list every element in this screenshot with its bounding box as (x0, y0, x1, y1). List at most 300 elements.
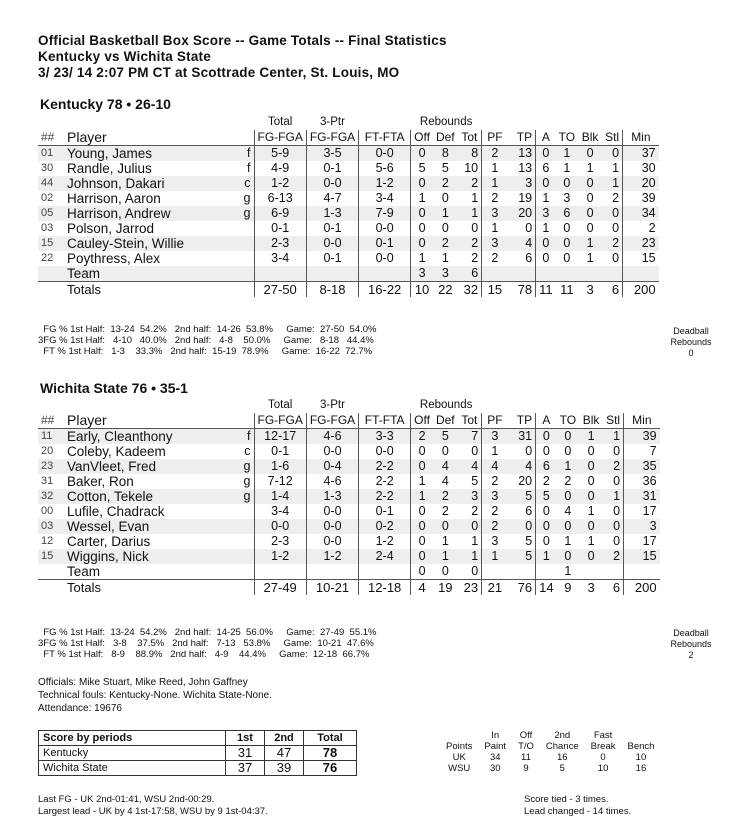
stat-min: 31 (624, 489, 660, 504)
stat-stl: 2 (603, 459, 624, 474)
extra-header-top: Off (519, 730, 533, 741)
stat-min: 39 (641, 191, 656, 205)
stat-blk: 0 (578, 206, 602, 221)
total-min: 200 (624, 580, 660, 596)
blank (578, 115, 602, 130)
stat-stl: 1 (603, 429, 624, 445)
stat-pts (508, 266, 536, 282)
stat-def: 0 (441, 191, 449, 205)
stat-pf (482, 564, 508, 580)
stat-a: 1 (542, 221, 550, 235)
total-stl: 6 (602, 282, 623, 298)
stat-tot: 3 (458, 489, 482, 504)
stat-tp: 0-0 (306, 504, 358, 519)
stat-min: 2 (648, 221, 656, 235)
stat-pts: 0 (508, 444, 536, 459)
stat-min (624, 564, 660, 580)
stat-pf: 3 (482, 489, 508, 504)
stat-blk: 1 (587, 504, 595, 518)
stat-pts: 0 (508, 221, 536, 236)
stat-tot: 0 (458, 519, 482, 534)
stat-def: 0 (441, 221, 449, 235)
stat-tot: 1 (458, 534, 482, 549)
attendance-line: Attendance: 19676 (38, 703, 122, 714)
stat-blk: 0 (579, 519, 603, 534)
player-name: Harrison, Andrew (64, 206, 210, 221)
player-row (38, 221, 659, 236)
stat-pf: 3 (482, 236, 508, 251)
stat-off: 0 (411, 236, 433, 251)
stat-blk: 0 (579, 459, 603, 474)
stat-tot: 4 (458, 459, 482, 474)
total-tot: 23 (458, 580, 482, 596)
stat-fg: 6-9 (254, 206, 306, 221)
player-name: Randle, Julius (67, 161, 152, 176)
stat-pf (482, 266, 508, 282)
stat-tp: 0-1 (306, 251, 358, 266)
stat-a: 2 (542, 474, 550, 488)
extra-value: 10 (597, 763, 609, 774)
stat-to: 1 (563, 161, 571, 175)
stat-stl: 2 (602, 236, 623, 251)
blank (508, 398, 536, 413)
stat-off: 2 (411, 429, 433, 445)
stat-pts: 20 (508, 474, 536, 489)
total-a: 11 (536, 282, 556, 298)
stat-tp: 0-4 (306, 459, 358, 474)
player-name: Wiggins, Nick (64, 549, 210, 564)
extra-header: T/O (518, 741, 534, 752)
player-row (38, 444, 660, 459)
stat-fg: 1-6 (254, 459, 306, 474)
stat-min: 17 (642, 534, 657, 548)
player-position: g (243, 191, 251, 205)
stat-tot: 1 (458, 206, 482, 221)
extra-value: 9 (523, 763, 529, 774)
stat-pf: 3 (482, 206, 508, 221)
player-name: Poythress, Alex (67, 251, 161, 266)
stat-a: 6 (542, 161, 550, 175)
stat-ft: 2-4 (359, 549, 411, 564)
player-position: g (210, 459, 254, 474)
stat-a: 0 (542, 251, 550, 265)
stat-pts: 6 (508, 504, 536, 519)
extra-header-top: Fast (593, 730, 613, 741)
player-position (210, 549, 254, 564)
stat-pf: 2 (491, 504, 499, 518)
box-score-table (38, 115, 659, 297)
largest-lead-line: Largest lead - UK by 4 1st-17:58, WSU by 9 1st-04:37. (38, 806, 268, 817)
stat-off: 0 (418, 444, 426, 458)
stat-min: 30 (641, 161, 656, 175)
blank (210, 115, 254, 130)
extra-header: Break (590, 741, 616, 752)
total-tp: 8-18 (306, 282, 358, 298)
extra-header-top (440, 730, 478, 741)
stat-pts: 0 (508, 519, 536, 534)
stat-stl: 2 (602, 191, 623, 206)
total-fg: 27-49 (254, 580, 306, 596)
blank (359, 115, 411, 130)
jersey-number: 20 (41, 445, 54, 457)
stat-stl: 0 (602, 146, 623, 162)
stat-tot: 5 (458, 474, 482, 489)
stat-fg: 1-2 (254, 549, 306, 564)
player-position: f (210, 429, 254, 445)
stat-tot: 2 (458, 251, 482, 266)
player-row (38, 266, 659, 282)
stat-ft: 0-0 (359, 221, 411, 236)
stat-tot: 1 (458, 191, 482, 206)
extra-header: Chance (545, 741, 579, 752)
stat-to: 2 (564, 474, 572, 488)
stat-min: 39 (624, 429, 660, 445)
stat-off: 1 (411, 489, 433, 504)
jersey-number (38, 564, 64, 580)
stat-ft (359, 266, 411, 282)
player-name: Young, James (64, 146, 210, 162)
jersey-number: 31 (41, 475, 54, 487)
stat-tot: 10 (458, 161, 482, 176)
jersey-number: 15 (38, 236, 64, 251)
stat-fg: 6-13 (254, 191, 306, 206)
total-header: Total (268, 116, 293, 128)
stat-pts (508, 564, 536, 580)
stl-header: Stl (603, 413, 624, 429)
tp-header: FG-FGA (306, 413, 358, 429)
period-row (39, 746, 357, 761)
stat-fg (254, 266, 306, 282)
stat-def: 0 (433, 519, 458, 534)
player-row (38, 429, 660, 445)
stat-tp: 0-0 (306, 236, 358, 251)
extra-value: 16 (635, 763, 647, 774)
period-score: 78 (304, 746, 357, 761)
stat-ft: 0-1 (359, 504, 411, 519)
player-row (38, 564, 660, 580)
stat-off: 0 (418, 534, 426, 548)
min-header: Min (624, 413, 660, 429)
jersey-number: 00 (41, 505, 54, 517)
stat-fg: 0-1 (254, 444, 306, 459)
matchup-title: Kentucky vs Wichita State (38, 49, 211, 64)
extra-value: 0 (600, 752, 606, 763)
to-header: TO (557, 413, 579, 429)
blank (359, 398, 411, 413)
extra-header-top: In (491, 730, 500, 741)
deadball-rebounds: Rebounds (670, 337, 712, 347)
points-breakdown-table (440, 730, 660, 774)
stat-ft: 0-0 (359, 146, 411, 162)
jersey-number (38, 266, 64, 282)
team-title: Wichita State 76 • 35-1 (40, 380, 188, 396)
player-position: f (210, 146, 254, 162)
stat-tp: 0-1 (306, 221, 358, 236)
jersey-number: 22 (41, 252, 54, 264)
stat-ft: 3-3 (359, 429, 411, 445)
jersey-number: 01 (38, 146, 64, 162)
stat-tp (306, 266, 358, 282)
player-name: VanVleet, Fred (64, 459, 210, 474)
player-position: g (210, 489, 254, 504)
stat-blk: 0 (587, 474, 595, 488)
jersey-number: 11 (38, 429, 64, 445)
period-header: 2nd (265, 731, 304, 746)
player-position: c (244, 444, 251, 458)
stat-stl: 1 (603, 489, 624, 504)
blank (624, 398, 660, 413)
player-row (38, 549, 660, 564)
period-score: 39 (265, 761, 304, 776)
score-tied-line: Score tied - 3 times. (524, 794, 609, 805)
stat-a (536, 266, 556, 282)
player-position: c (210, 176, 254, 191)
extra-value: 34 (489, 752, 501, 763)
stat-pf: 4 (482, 459, 508, 474)
stat-off: 0 (411, 459, 433, 474)
stat-pts: 4 (508, 459, 536, 474)
stat-a: 0 (536, 146, 556, 162)
extra-value: 11 (521, 752, 531, 763)
stat-pts: 6 (508, 251, 536, 266)
player-name: Baker, Ron (67, 474, 134, 489)
rebounds-header: Rebounds (419, 116, 473, 128)
stat-min: 17 (642, 504, 657, 518)
stat-pf: 2 (491, 251, 499, 265)
period-header: Total (304, 731, 357, 746)
deadball-rebounds: 0 (688, 348, 694, 358)
shooting-pct-line: 3FG % 1st Half: 3-8 37.5% 2nd half: 7-13 53.8% Game: 10-21 47.6% (38, 638, 374, 649)
total-to: 9 (557, 580, 579, 596)
stat-stl: 0 (602, 221, 623, 236)
total-def: 19 (433, 580, 458, 596)
deadball-rebounds: Deadball (673, 326, 709, 336)
pts-header: TP (508, 413, 536, 429)
report-title: Official Basketball Box Score -- Game Totals -- Final Statistics (38, 33, 447, 48)
stat-tp: 3-5 (306, 146, 358, 162)
game-date-location: 3/ 23/ 14 2:07 PM CT at Scottrade Center, St. Louis, MO (38, 65, 400, 80)
extra-value: 16 (556, 752, 568, 763)
stat-ft: 2-2 (359, 489, 411, 504)
stat-blk (578, 266, 602, 282)
stat-def: 3 (433, 266, 458, 282)
stat-tot: 2 (458, 176, 482, 191)
period-row (39, 761, 357, 776)
blank (210, 398, 254, 413)
stat-min: 34 (623, 206, 659, 221)
extra-row (440, 752, 660, 763)
ft-header: FT-FTA (359, 413, 411, 429)
period-score: 47 (265, 746, 304, 761)
lead-changed-line: Lead changed - 14 times. (524, 806, 632, 817)
blank (603, 398, 624, 413)
stat-pf: 2 (482, 146, 508, 162)
stat-to: 0 (564, 444, 572, 458)
stat-stl: 0 (603, 444, 624, 459)
blank (38, 398, 64, 413)
stat-tp: 0-0 (306, 176, 358, 191)
extra-header: Bench (627, 741, 655, 752)
stat-tp: 1-2 (306, 549, 358, 564)
player-name: Coleby, Kadeem (67, 444, 166, 459)
stat-pf: 2 (491, 474, 499, 488)
player-position (210, 266, 254, 282)
stat-min: 7 (649, 444, 657, 458)
stat-pf: 1 (482, 176, 508, 191)
stat-blk: 1 (587, 534, 595, 548)
shooting-pct-line: 3FG % 1st Half: 4-10 40.0% 2nd half: 4-8 50.0% Game: 8-18 44.4% (38, 335, 374, 346)
stat-min (623, 266, 659, 282)
stat-to: 1 (556, 146, 578, 162)
ft-header: FT-FTA (359, 130, 411, 146)
extra-value: 10 (635, 752, 647, 763)
extra-header: Paint (484, 741, 507, 752)
stat-fg: 4-9 (254, 161, 306, 176)
stat-pts: 5 (508, 534, 536, 549)
stat-blk: 0 (579, 549, 603, 564)
stl-header: Stl (602, 130, 623, 146)
player-row (38, 534, 660, 549)
player-name: Lufile, Chadrack (67, 504, 165, 519)
stat-tp: 0-0 (306, 444, 358, 459)
stat-ft: 1-2 (359, 534, 411, 549)
stat-to: 3 (563, 191, 571, 205)
stat-to: 0 (557, 519, 579, 534)
a-header: A (536, 413, 557, 429)
technical-fouls-line: Technical fouls: Kentucky-None. Wichita State-None. (38, 690, 272, 701)
player-name: Team (67, 564, 101, 579)
stat-def: 4 (433, 459, 458, 474)
score-by-periods-table (38, 730, 357, 776)
period-header: Score by periods (39, 731, 226, 746)
player-name: Polson, Jarrod (67, 221, 155, 236)
jersey-number: 03 (41, 222, 54, 234)
stat-off: 3 (411, 266, 433, 282)
stat-tp: 4-6 (306, 429, 358, 445)
stat-a: 0 (536, 236, 556, 251)
stat-tot: 6 (458, 266, 482, 282)
blank (38, 282, 64, 298)
stat-def: 0 (441, 444, 449, 458)
player-name: Early, Cleanthony (64, 429, 210, 445)
period-score: 76 (304, 761, 357, 776)
stat-min: 36 (642, 474, 657, 488)
three-ptr-header: 3-Ptr (320, 116, 345, 128)
stat-tot: 0 (458, 221, 482, 236)
stat-fg: 1-2 (254, 176, 306, 191)
player-name: Carter, Darius (67, 534, 151, 549)
stat-to: 1 (557, 459, 579, 474)
stat-ft: 0-0 (359, 251, 411, 266)
jersey-number: 30 (41, 162, 54, 174)
stat-off: 0 (411, 519, 433, 534)
totals-row (38, 282, 659, 298)
stat-fg: 0-0 (254, 519, 306, 534)
total-off: 4 (411, 580, 433, 596)
stat-pf: 1 (491, 161, 499, 175)
stat-ft: 2-2 (359, 474, 411, 489)
player-row (38, 459, 660, 474)
stat-tot: 7 (458, 429, 482, 445)
stat-a: 0 (536, 176, 556, 191)
stat-blk: 0 (586, 221, 594, 235)
blank (64, 398, 210, 413)
player-row (38, 191, 659, 206)
total-tot: 32 (458, 282, 482, 298)
total-blk: 3 (579, 580, 603, 596)
stat-stl: 0 (603, 534, 624, 549)
stat-a (536, 564, 557, 580)
player-header: Player (64, 130, 254, 146)
stat-tot: 8 (458, 146, 482, 162)
stat-to: 0 (563, 251, 571, 265)
stat-stl: 0 (603, 474, 624, 489)
rebounds-header: Rebounds (419, 399, 473, 411)
stat-a: 6 (536, 459, 557, 474)
total-to: 11 (556, 282, 578, 298)
off-header: Off (411, 130, 433, 146)
hash-header: ## (38, 413, 64, 429)
stat-to: 0 (557, 549, 579, 564)
stat-tp: 0-1 (306, 161, 358, 176)
player-position (210, 519, 254, 534)
stat-fg: 3-4 (254, 504, 306, 519)
box-score-table (38, 398, 660, 595)
def-header: Def (433, 413, 458, 429)
stat-tp: 1-3 (306, 489, 358, 504)
def-header: Def (433, 130, 458, 146)
stat-blk: 0 (578, 146, 602, 162)
stat-stl: 2 (603, 549, 624, 564)
blank (38, 115, 64, 130)
stat-off: 1 (418, 474, 426, 488)
stat-def: 2 (433, 236, 458, 251)
player-position (210, 564, 254, 580)
player-row (38, 504, 660, 519)
stat-def: 2 (433, 489, 458, 504)
extra-header-top (621, 730, 660, 741)
stat-blk: 1 (578, 236, 602, 251)
stat-pf: 2 (482, 519, 508, 534)
stat-pts: 31 (508, 429, 536, 445)
blank (482, 398, 508, 413)
blk-header: Blk (579, 413, 603, 429)
player-row (38, 176, 659, 191)
stat-to: 1 (564, 534, 572, 548)
stat-fg: 0-1 (254, 221, 306, 236)
stat-tot: 2 (458, 236, 482, 251)
stat-ft: 5-6 (359, 161, 411, 176)
stat-def: 1 (441, 534, 449, 548)
period-team: Wichita State (39, 761, 226, 776)
stat-def: 5 (433, 429, 458, 445)
player-position (210, 236, 254, 251)
stat-stl (603, 564, 624, 580)
player-position: g (210, 206, 254, 221)
deadball-rebounds: Rebounds (670, 639, 712, 649)
stat-a: 3 (536, 206, 556, 221)
stat-def: 1 (433, 206, 458, 221)
stat-tot: 0 (458, 564, 482, 580)
stat-fg: 2-3 (254, 534, 306, 549)
three-ptr-header: 3-Ptr (320, 399, 345, 411)
stat-def: 8 (433, 146, 458, 162)
player-position: f (247, 161, 251, 175)
stat-pts: 13 (508, 161, 536, 176)
blank (536, 398, 557, 413)
stat-to: 0 (556, 176, 578, 191)
tot-header: Tot (458, 130, 482, 146)
